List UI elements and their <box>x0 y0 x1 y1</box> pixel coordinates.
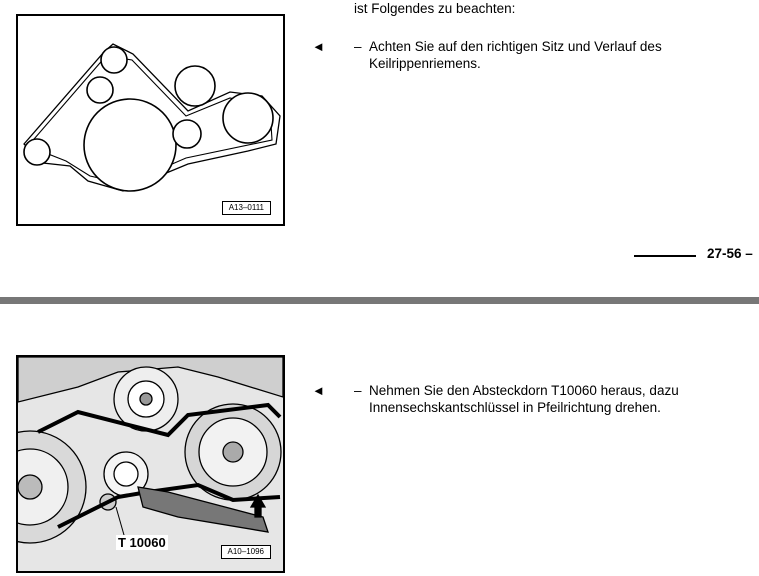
page-number: 27-56 – <box>707 246 753 261</box>
step-text: Achten Sie auf den richtigen Sitz und Verlauf des Keilrippenriemens. <box>369 39 662 71</box>
instruction-step <box>354 382 724 416</box>
figure-label: A13–0111 <box>222 201 271 215</box>
pointer-arrow-icon: ◄ <box>312 39 325 54</box>
intro-text: ist Folgendes zu beachten: <box>354 1 516 16</box>
pulley-top <box>101 47 127 73</box>
pulley-ac-compressor <box>223 93 273 143</box>
figure-label: A10–1096 <box>221 545 271 559</box>
instruction-step <box>354 38 724 72</box>
belt-routing-figure <box>16 14 285 226</box>
page-divider <box>0 297 759 304</box>
pulley-tensioner <box>87 77 113 103</box>
page-number-rule <box>634 255 696 257</box>
step-text: Nehmen Sie den Absteckdorn T10060 heraus, dazu Innensechskantschlüssel in Pfeilrichtung drehen. <box>369 383 679 415</box>
pointer-arrow-icon: ◄ <box>312 383 325 398</box>
pulley-idler <box>173 120 201 148</box>
pulley-alternator <box>175 66 215 106</box>
step-dash: – <box>354 383 362 398</box>
pulley-small-left <box>24 139 50 165</box>
belt-routing-diagram <box>18 16 283 224</box>
tool-callout-label: T 10060 <box>118 535 166 550</box>
step-dash: – <box>354 39 362 54</box>
crankshaft-pulley <box>84 99 176 191</box>
